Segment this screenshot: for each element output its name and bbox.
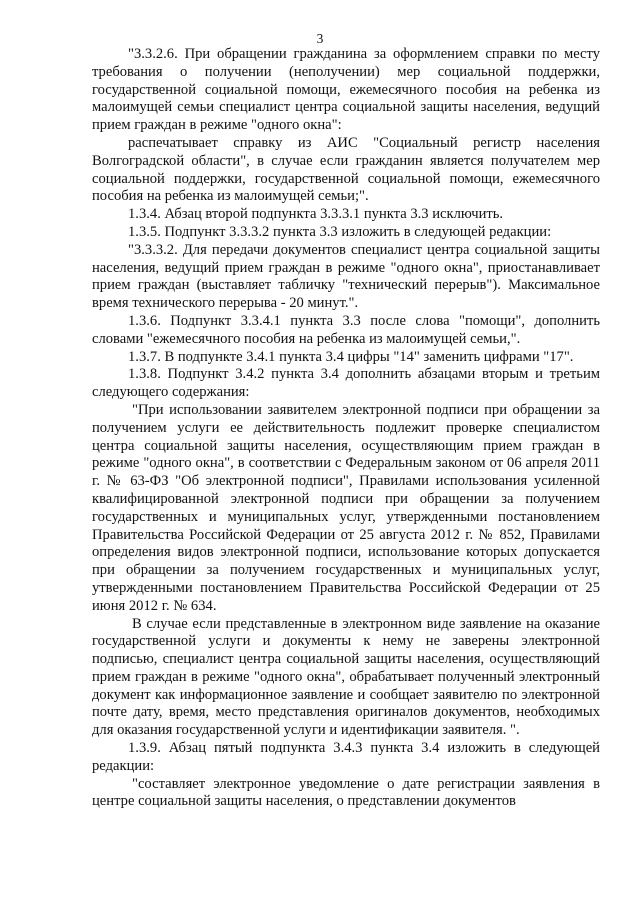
paragraph-p04: 1.3.5. Подпункт 3.3.3.2 пункта 3.3 изложить в следующей редакции: — [128, 223, 552, 240]
paragraph-p09: "При использовании заявителем электронной подписи при обращении за получением услуги ее действительность подлежит проверке специалистом центра социальной защиты населения, осуществляющим прием граждан в режиме "одного окна", в соответствии с Федеральным законом от 06 апреля 2011 г. № 63-ФЗ "Об электронной подписи", Правилами использования усиленной квалифицированной электронной подписи при обращении за получением государственных и муниципальных услуг, утвержденными постановлением Правительства Российской Федерации от 25 августа 2012 г. № 852, Правилами определения видов электронной подписи, использование которых допускается при обращении за получением государственных и муниципальных услуг, утвержденными постановлением Правительства Российской Федерации от 25 июня 2012 г. № 634. — [92, 401, 600, 614]
paragraph-p07: 1.3.7. В подпункте 3.4.1 пункта 3.4 цифры "14" заменить цифрами "17". — [128, 348, 574, 365]
document-body — [92, 46, 600, 811]
paragraph-p10: В случае если представленные в электронном виде заявление на оказание государственной услуги и документы к нему не заверены электронной подписью, специалист центра социальной защиты населения, осуществляющий прием граждан в режиме "одного окна", обрабатывает полученный электронный документ как информационное заявление и сообщает заявителю по электронной почте дату, время, место представления оригиналов документов, необходимых для оказания государственной услуги и идентификации заявителя. ". — [92, 615, 600, 739]
paragraph-p12: "составляет электронное уведомление о дате регистрации заявления в центре социальной защиты населения, о представлении документов — [92, 775, 600, 810]
paragraph-p06: 1.3.6. Подпункт 3.3.4.1 пункта 3.3 после слова "помощи", дополнить словами "ежемесячного пособия на ребенка из малоимущей семьи,". — [92, 312, 600, 347]
paragraph-p02: распечатывает справку из АИС "Социальный регистр населения Волгоградской области", в случае если гражданин является получателем мер социальной поддержки, государственной социальной помощи, ежемесячного пособия на ребенка из малоимущей семьи;". — [92, 134, 600, 205]
page-number: 3 — [316, 31, 324, 46]
paragraph-p03: 1.3.4. Абзац второй подпункта 3.3.3.1 пункта 3.3 исключить. — [128, 206, 504, 223]
paragraph-p05: "3.3.3.2. Для передачи документов специалист центра социальной защиты населения, ведущий прием граждан в режиме "одного окна", приостанавливает прием граждан (выставляет табличку "технический перерыв"). Максимальное время технического перерыва - 20 минут.". — [92, 241, 600, 312]
paragraph-p08: 1.3.8. Подпункт 3.4.2 пункта 3.4 дополнить абзацами вторым и третьим следующего содержания: — [92, 366, 600, 401]
paragraph-p11: 1.3.9. Абзац пятый подпункта 3.4.3 пункта 3.4 изложить в следующей редакции: — [92, 740, 600, 774]
paragraph-p01: "3.3.2.6. При обращении гражданина за оформлением справки по месту требования о получении (неполучении) мер социальной поддержки, государственной социальной помощи, ежемесячного пособия на ребенка из малоимущей семьи специалист центра социальной защиты населения, ведущий прием граждан в режиме "одного окна": — [92, 46, 600, 134]
